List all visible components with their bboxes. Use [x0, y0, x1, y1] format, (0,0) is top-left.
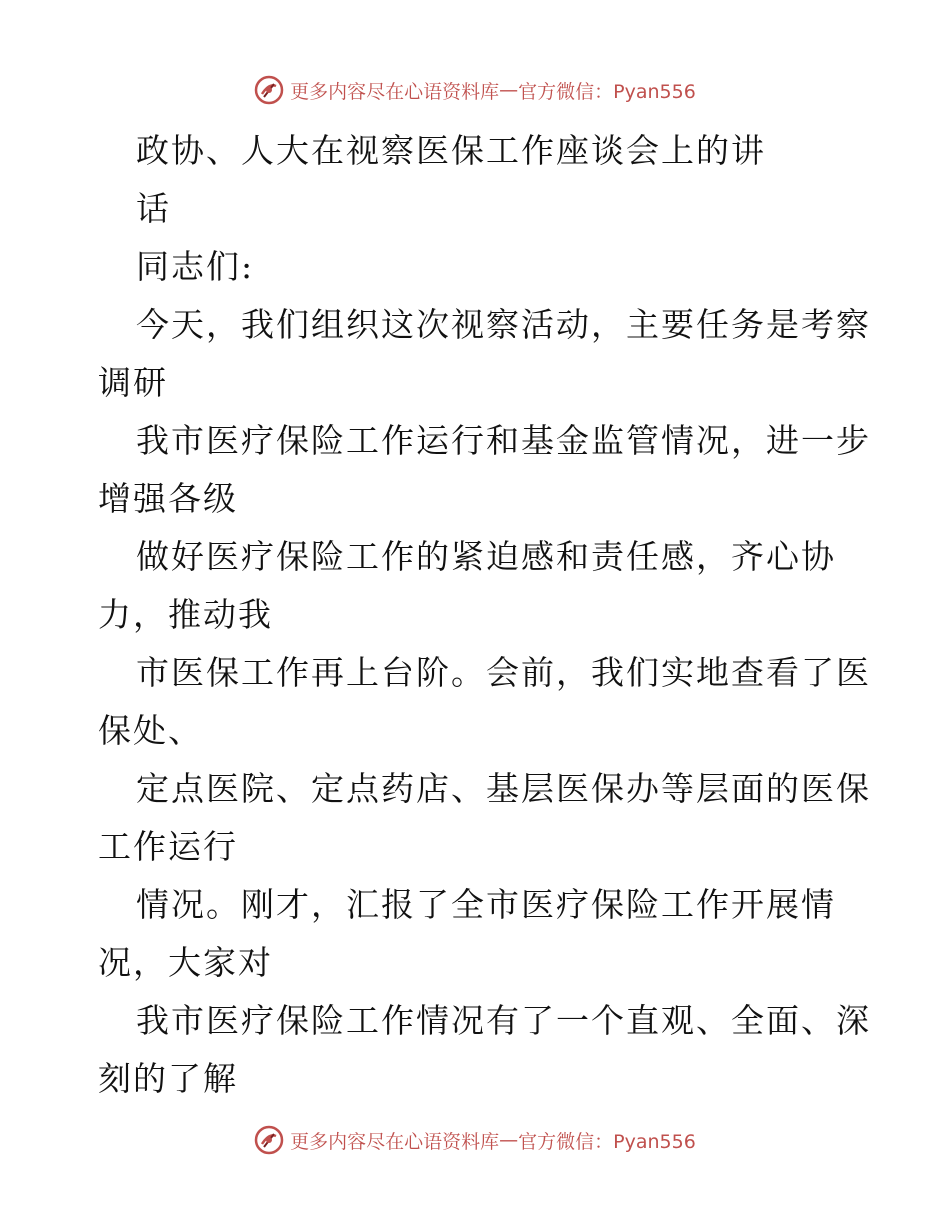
- text-line: 话: [136, 189, 171, 228]
- footer-banner: [0, 1120, 950, 1160]
- text-line: 定点医院、定点药店、基层医保办等层面的医保: [136, 769, 871, 808]
- banner-dash: —: [499, 1129, 519, 1151]
- text-line: 我市医疗保险工作运行和基金监管情况，进一步: [136, 421, 871, 460]
- text-line: 做好医疗保险工作的紧迫感和责任感，齐心协: [136, 537, 836, 576]
- text-line: 政协、人大在视察医保工作座谈会上的讲: [136, 131, 766, 170]
- document-body: [98, 122, 871, 1108]
- text-line: 增强各级: [98, 479, 238, 518]
- text-line: 保处、: [98, 711, 203, 750]
- banner-site-text: 更多内容尽在心语资料库: [290, 1130, 500, 1153]
- text-line: 刻的了解: [98, 1059, 238, 1098]
- text-line: 工作运行: [98, 827, 238, 866]
- text-line: 市医保工作再上台阶。会前，我们实地查看了医: [136, 653, 871, 692]
- book-pen-logo-icon: [254, 1125, 284, 1155]
- text-line: 今天，我们组织这次视察活动，主要任务是考察: [136, 305, 871, 344]
- header-banner: [0, 70, 950, 110]
- text-line: 况，大家对: [98, 943, 273, 982]
- text-line: 同志们:: [136, 247, 255, 286]
- banner-wechat-text: 官方微信：Pyan556: [518, 1130, 696, 1153]
- text-line: 调研: [98, 363, 168, 402]
- text-line: 情况。刚才，汇报了全市医疗保险工作开展情: [136, 885, 836, 924]
- text-line: 力，推动我: [98, 595, 273, 634]
- banner-dash: —: [499, 79, 519, 101]
- book-pen-logo-icon: [254, 75, 284, 105]
- banner-site-text: 更多内容尽在心语资料库: [290, 80, 500, 103]
- banner-wechat-text: 官方微信：Pyan556: [518, 80, 696, 103]
- text-line: 我市医疗保险工作情况有了一个直观、全面、深: [136, 1001, 871, 1040]
